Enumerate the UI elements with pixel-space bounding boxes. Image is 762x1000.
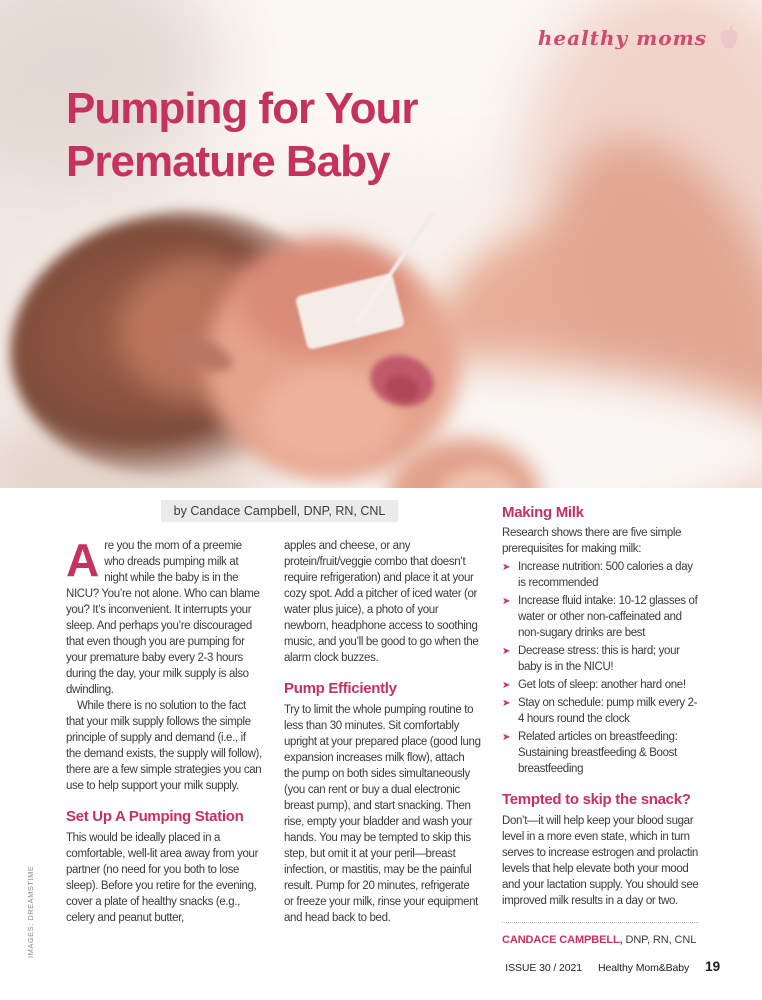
list-item-text: Stay on schedule: pump milk every 2-4 hours round the clock [518,697,698,725]
arrow-bullet-icon: ➤ [502,698,511,709]
list-item [502,593,699,641]
paragraph: This would be ideally placed in a comfortable, well-lit area away from your partner (no need for you both to lose sleep). Before you retire for the evening, cover a plate of healthy snacks (e.g., celery and peanut butter, [66,832,259,924]
list-item-text: Increase nutrition: 500 calories a day is recommended [518,561,693,589]
intro-paragraph [66,534,263,698]
prerequisites-list [502,559,699,777]
column-3 [502,498,699,948]
section-heading-making-milk: Making Milk [502,504,584,521]
title-line-2: Premature Baby [66,137,390,186]
paragraph: Research shows there are five simple prerequisites for making milk: [502,527,682,555]
footer-issue: ISSUE 30 / 2021 [505,962,582,974]
page-number: 19 [705,959,720,974]
column-1 [66,498,263,948]
drop-cap: A [66,534,100,586]
arrow-bullet-icon: ➤ [502,732,511,743]
list-item-text: Related articles on breastfeeding: Sustaining breastfeeding & Boost breastfeeding [518,731,678,775]
list-item [502,729,699,777]
list-item [502,695,699,727]
section-heading-tempted-snack: Tempted to skip the snack? [502,791,691,808]
list-item-text: Get lots of sleep: another hard one! [518,679,686,691]
author-credit [502,932,699,948]
article-body [66,498,699,948]
title-line-1: Pumping for Your [66,84,418,133]
paragraph: apples and cheese, or any protein/fruit/veggie combo that doesn’t require refrigeration) and place it at your cozy spot. Add a pitcher of iced water (or water plus juice), a photo of your newborn, headphone access to soothing music, and you’ll be good to go when the alarm clock buzzes. [284,540,479,664]
author-divider [502,922,699,923]
photo-credit: IMAGES: DREAMSTIME [26,865,35,958]
author-name: CANDACE CAMPBELL, [502,934,623,946]
author-credentials: DNP, RN, CNL [622,934,697,946]
section-heading-pump-efficiently: Pump Efficiently [284,680,397,697]
footer-magazine-name: Healthy Mom&Baby [597,962,690,974]
list-item [502,643,699,675]
arrow-bullet-icon: ➤ [502,596,511,607]
arrow-bullet-icon: ➤ [502,680,511,691]
list-item [502,677,699,693]
list-item-text: Decrease stress: this is hard; your baby is in the NICU! [518,645,680,673]
arrow-bullet-icon: ➤ [502,562,511,573]
byline: by Candace Campbell, DNP, RN, CNL [161,500,398,522]
page-footer [505,959,720,974]
list-item-text: Increase fluid intake: 10-12 glasses of water or other non-caffeinated and non-sugary drinks are best [518,595,698,639]
list-item [502,559,699,591]
magazine-logo [538,24,742,52]
logo-text: healthy moms [537,26,707,50]
paragraph: Don’t—it will help keep your blood sugar level in a more even state, which in turn serves to increase estrogen and prolactin levels that help elevate both your mood and your lactation supply. You should see improved milk results in a day or two. [502,815,699,907]
paragraph: Try to limit the whole pumping routine to less than 30 minutes. Sit comfortably upright at your prepared place (good lung expansion increases milk flow), attach the pump on both sides simultaneously (you can rent or buy a dual electronic breast pump), and start snacking. Then rise, empty your bladder and wash your hands. You may be tempted to skip this step, but omit it at your peril—breast infection, or mastitis, may be the painful result. Pump for 20 minutes, refrigerate or freeze your milk, rinse your equipment and head back to bed. [284,704,481,924]
article-title [66,82,417,188]
column-2 [284,498,481,948]
apple-icon [716,24,742,52]
paragraph: While there is no solution to the fact that your milk supply follows the simple principle of supply and demand (i.e., if the demand exists, the supply will follow), there are a few simple strategies you can use to help support your milk supply. [66,700,262,792]
hero-baby-photo [0,0,762,488]
section-heading-pumping-station: Set Up A Pumping Station [66,808,244,825]
arrow-bullet-icon: ➤ [502,646,511,657]
intro-text: re you the mom of a preemie who dreads pumping milk at night while the baby is in the NICU? You’re not alone. Who can blame you? It’s inconvenient. It interrupts your sleep. And perhaps you’re discouraged that even though you are pumping for your premature baby every 2-3 hours during the day, your milk supply is also dwindling. [66,540,260,696]
